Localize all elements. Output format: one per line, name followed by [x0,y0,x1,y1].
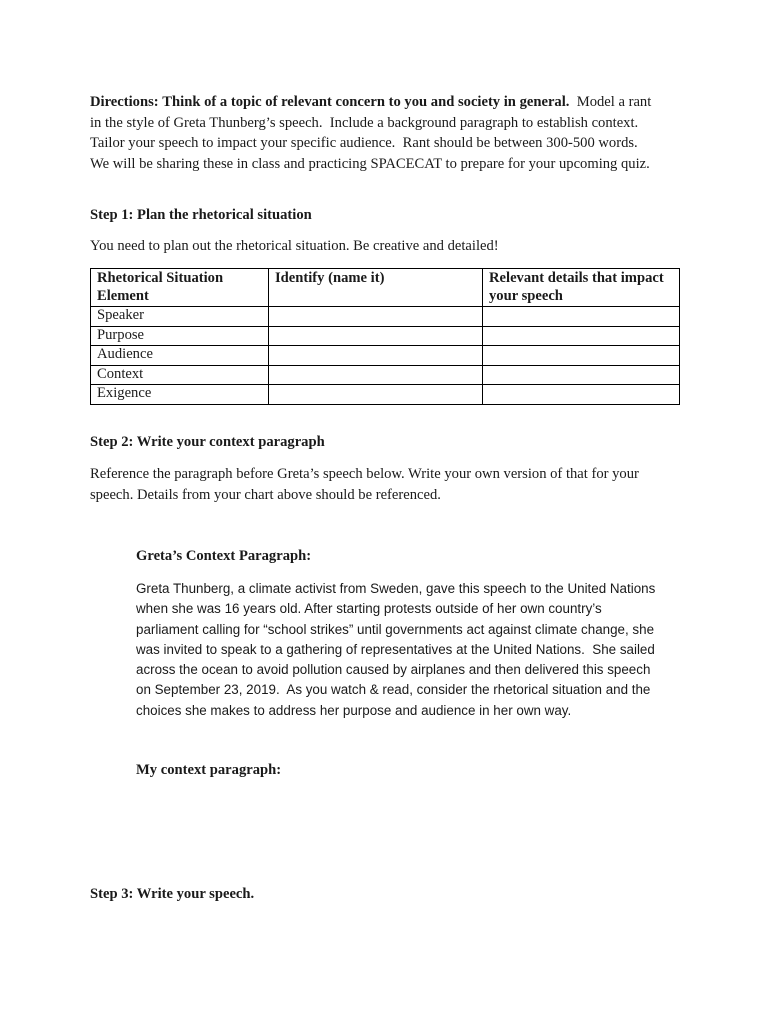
table-row [91,365,680,385]
rhetorical-situation-table [90,268,680,405]
speech-answer-area[interactable] [90,914,690,1004]
table-cell-identify[interactable] [269,365,483,385]
directions-label: Directions: [90,94,159,110]
table-cell-element: Speaker [91,307,269,327]
greta-paragraph-line: on September 23, 2019. As you watch & read, consider the rhetorical situation and the [136,682,651,698]
directions-line-1-rest: Model a rant [569,94,652,110]
table-header-element: Rhetorical Situation Element [91,269,269,307]
table-row [91,307,680,327]
table-cell-identify[interactable] [269,385,483,405]
step2-instruction-line-2: speech. Details from your chart above should be referenced. [90,486,441,503]
greta-paragraph-line: Greta Thunberg, a climate activist from Sweden, gave this speech to the United Nations [136,581,656,596]
directions-bold-text: Think of a topic of relevant concern to you and society in general. [162,94,570,110]
table-cell-element: Purpose [91,326,269,346]
table-header-row [91,269,680,307]
table-header-identify: Identify (name it) [269,269,483,307]
step3-heading: Step 3: Write your speech. [90,886,255,902]
directions-line-2: in the style of Greta Thunberg’s speech. Include a background paragraph to establish context. [90,114,639,131]
table-cell-details[interactable] [483,307,680,327]
table-row [91,346,680,366]
table-header-details: Relevant details that impact your speech [483,269,680,307]
table-row [91,326,680,346]
table-cell-details[interactable] [483,365,680,385]
table-cell-details[interactable] [483,326,680,346]
greta-paragraph-line: across the ocean to avoid pollution caused by airplanes and then delivered this speech [136,662,651,678]
table-cell-details[interactable] [483,385,680,405]
table-cell-element: Context [91,365,269,385]
table-cell-details[interactable] [483,346,680,366]
step2-instruction-line-1: Reference the paragraph before Greta’s speech below. Write your own version of that for your [90,466,639,482]
directions-paragraph [90,92,690,174]
directions-line-4: We will be sharing these in class and practicing SPACECAT to prepare for your upcoming quiz. [90,155,650,172]
greta-context-paragraph [136,579,696,721]
my-context-heading: My context paragraph: [136,762,282,778]
table-cell-identify[interactable] [269,307,483,327]
step1-instruction: You need to plan out the rhetorical situation. Be creative and detailed! [90,238,499,254]
table-cell-element: Audience [91,346,269,366]
greta-context-heading: Greta’s Context Paragraph: [136,548,312,564]
table-cell-element: Exigence [91,385,269,405]
table-cell-identify[interactable] [269,326,483,346]
table-row [91,385,680,405]
greta-paragraph-line: parliament calling for “school strikes” until governments act against climate change, she [136,621,655,637]
step2-instruction [90,464,690,505]
step2-heading: Step 2: Write your context paragraph [90,434,325,450]
directions-line-3: Tailor your speech to impact your specific audience. Rant should be between 300-500 words. [90,135,638,151]
table-cell-identify[interactable] [269,346,483,366]
greta-paragraph-line: when she was 16 years old. After starting protests outside of her own country’s [136,601,602,617]
greta-paragraph-line: choices she makes to address her purpose and audience in her own way. [136,702,572,718]
my-context-answer-area[interactable] [136,790,696,870]
directions-line-1 [90,92,690,113]
step1-heading: Step 1: Plan the rhetorical situation [90,207,312,223]
greta-paragraph-line: was invited to speak to a gathering of representatives at the United Nations. She sailed [136,641,655,657]
